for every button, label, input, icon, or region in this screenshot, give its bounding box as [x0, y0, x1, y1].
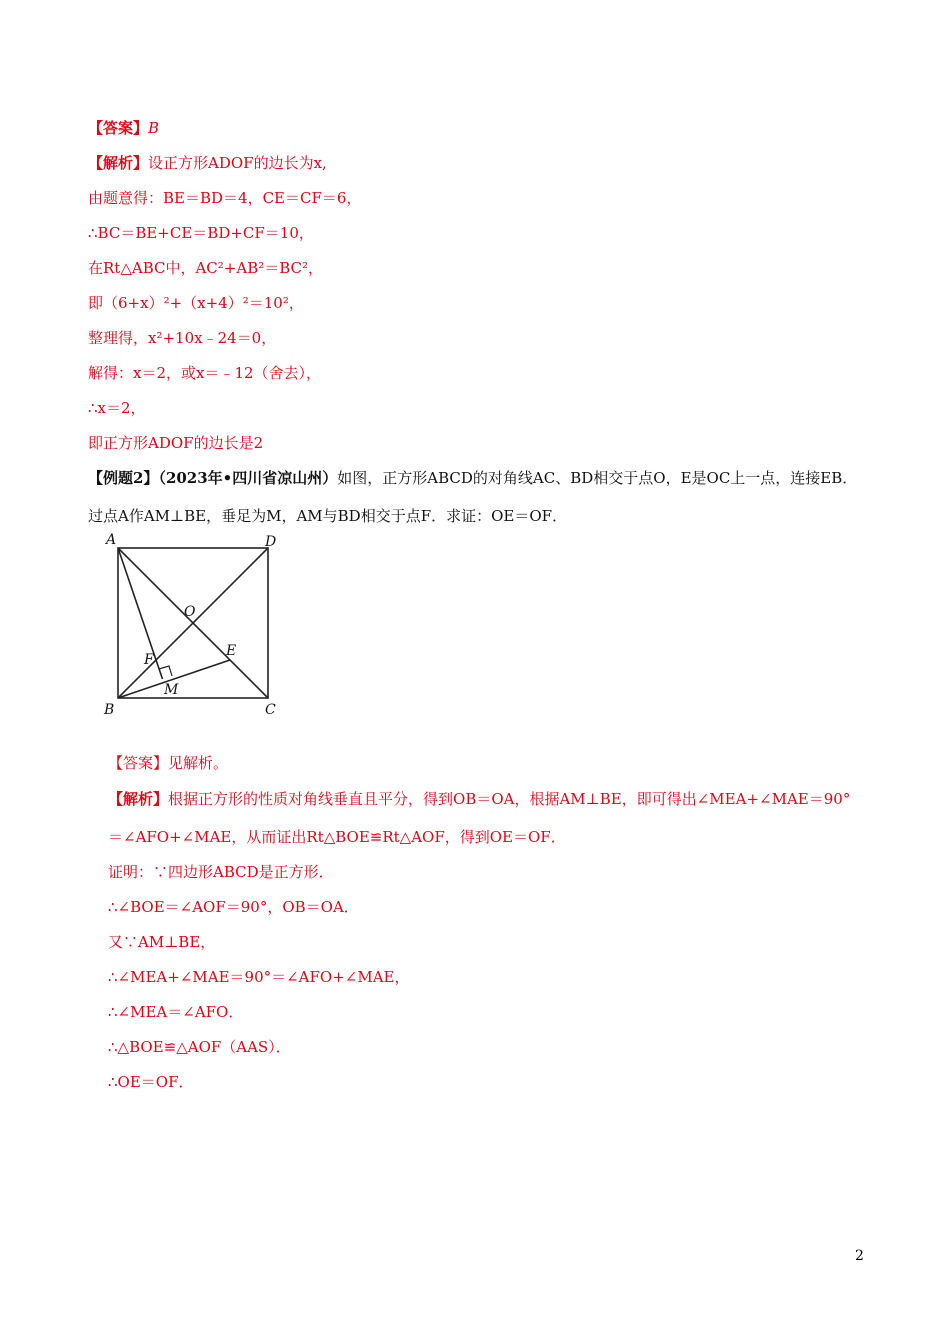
analysis-line-0: [88, 153, 327, 173]
analysis-line-8: 即正方形ADOF的边长是2: [88, 434, 264, 452]
analysis-line-1: 由题意得：BE＝BD＝4，CE＝CF＝6，: [88, 189, 362, 207]
example-source: （2023年•四川省凉山州）: [158, 469, 338, 487]
proof-line-1: ∴∠BOE＝∠AOF＝90°，OB＝OA．: [108, 898, 359, 916]
point-label-a: A: [106, 532, 117, 548]
answer-2-label: 【答案】: [108, 754, 169, 772]
example-2-problem: [88, 459, 863, 535]
point-label-e: E: [226, 643, 237, 659]
proof-line-6: ∴OE＝OF．: [108, 1073, 194, 1091]
analysis-line-6: 解得：x＝2，或x＝﹣12（舍去），: [88, 364, 322, 382]
point-label-d: D: [265, 534, 277, 550]
analysis-text: 设正方形ADOF的边长为x,: [148, 154, 327, 172]
answer-line-1: [88, 118, 159, 138]
analysis-2-paragraph: [108, 780, 863, 856]
analysis-2-text: 根据正方形的性质对角线垂直且平分，得到OB＝OA，根据AM⊥BE，即可得出∠MEA+∠MAE＝90°＝∠AFO+∠MAE，从而证出Rt△BOE≌Rt△AOF，得到OE＝OF．: [108, 790, 851, 846]
proof-line-5: ∴△BOE≌△AOF（AAS）．: [108, 1038, 291, 1056]
point-label-o: O: [184, 604, 196, 620]
proof-line-3: ∴∠MEA+∠MAE＝90°＝∠AFO+∠MAE，: [108, 968, 410, 986]
analysis-line-2: ∴BC＝BE+CE＝BD+CF＝10，: [88, 224, 314, 242]
analysis-label: 【解析】: [88, 154, 149, 172]
analysis-line-7: ∴x＝2，: [88, 399, 146, 417]
analysis-line-5: 整理得，x²+10x﹣24＝0，: [88, 329, 277, 347]
point-label-m: M: [164, 682, 179, 698]
example-label: 【例题2】: [88, 469, 159, 487]
analysis-line-4: 即（6+x）²+（x+4）²＝10²，: [88, 294, 304, 312]
page-number: 2: [855, 1248, 864, 1264]
example-text: 如图，正方形ABCD的对角线AC、BD相交于点O，E是OC上一点，连接EB．过点A作AM⊥BE，垂足为M，AM与BD相交于点F．求证：OE＝OF．: [88, 469, 858, 525]
point-label-b: B: [104, 702, 115, 718]
proof-line-4: ∴∠MEA＝∠AFO．: [108, 1003, 244, 1021]
analysis-2-label: 【解析】: [108, 790, 169, 808]
answer-value: B: [148, 119, 160, 137]
answer-line-2: [108, 753, 228, 773]
answer-label: 【答案】: [88, 119, 149, 137]
point-label-c: C: [265, 702, 276, 718]
analysis-line-3: 在Rt△ABC中，AC²+AB²＝BC²，: [88, 259, 324, 277]
answer-2-value: 见解析。: [168, 754, 229, 772]
proof-line-2: 又∵AM⊥BE，: [108, 933, 216, 951]
proof-line-0: 证明：∵四边形ABCD是正方形．: [108, 863, 334, 881]
point-label-f: F: [144, 652, 154, 668]
segment-am: [118, 548, 163, 679]
square-diagram: [100, 530, 290, 720]
